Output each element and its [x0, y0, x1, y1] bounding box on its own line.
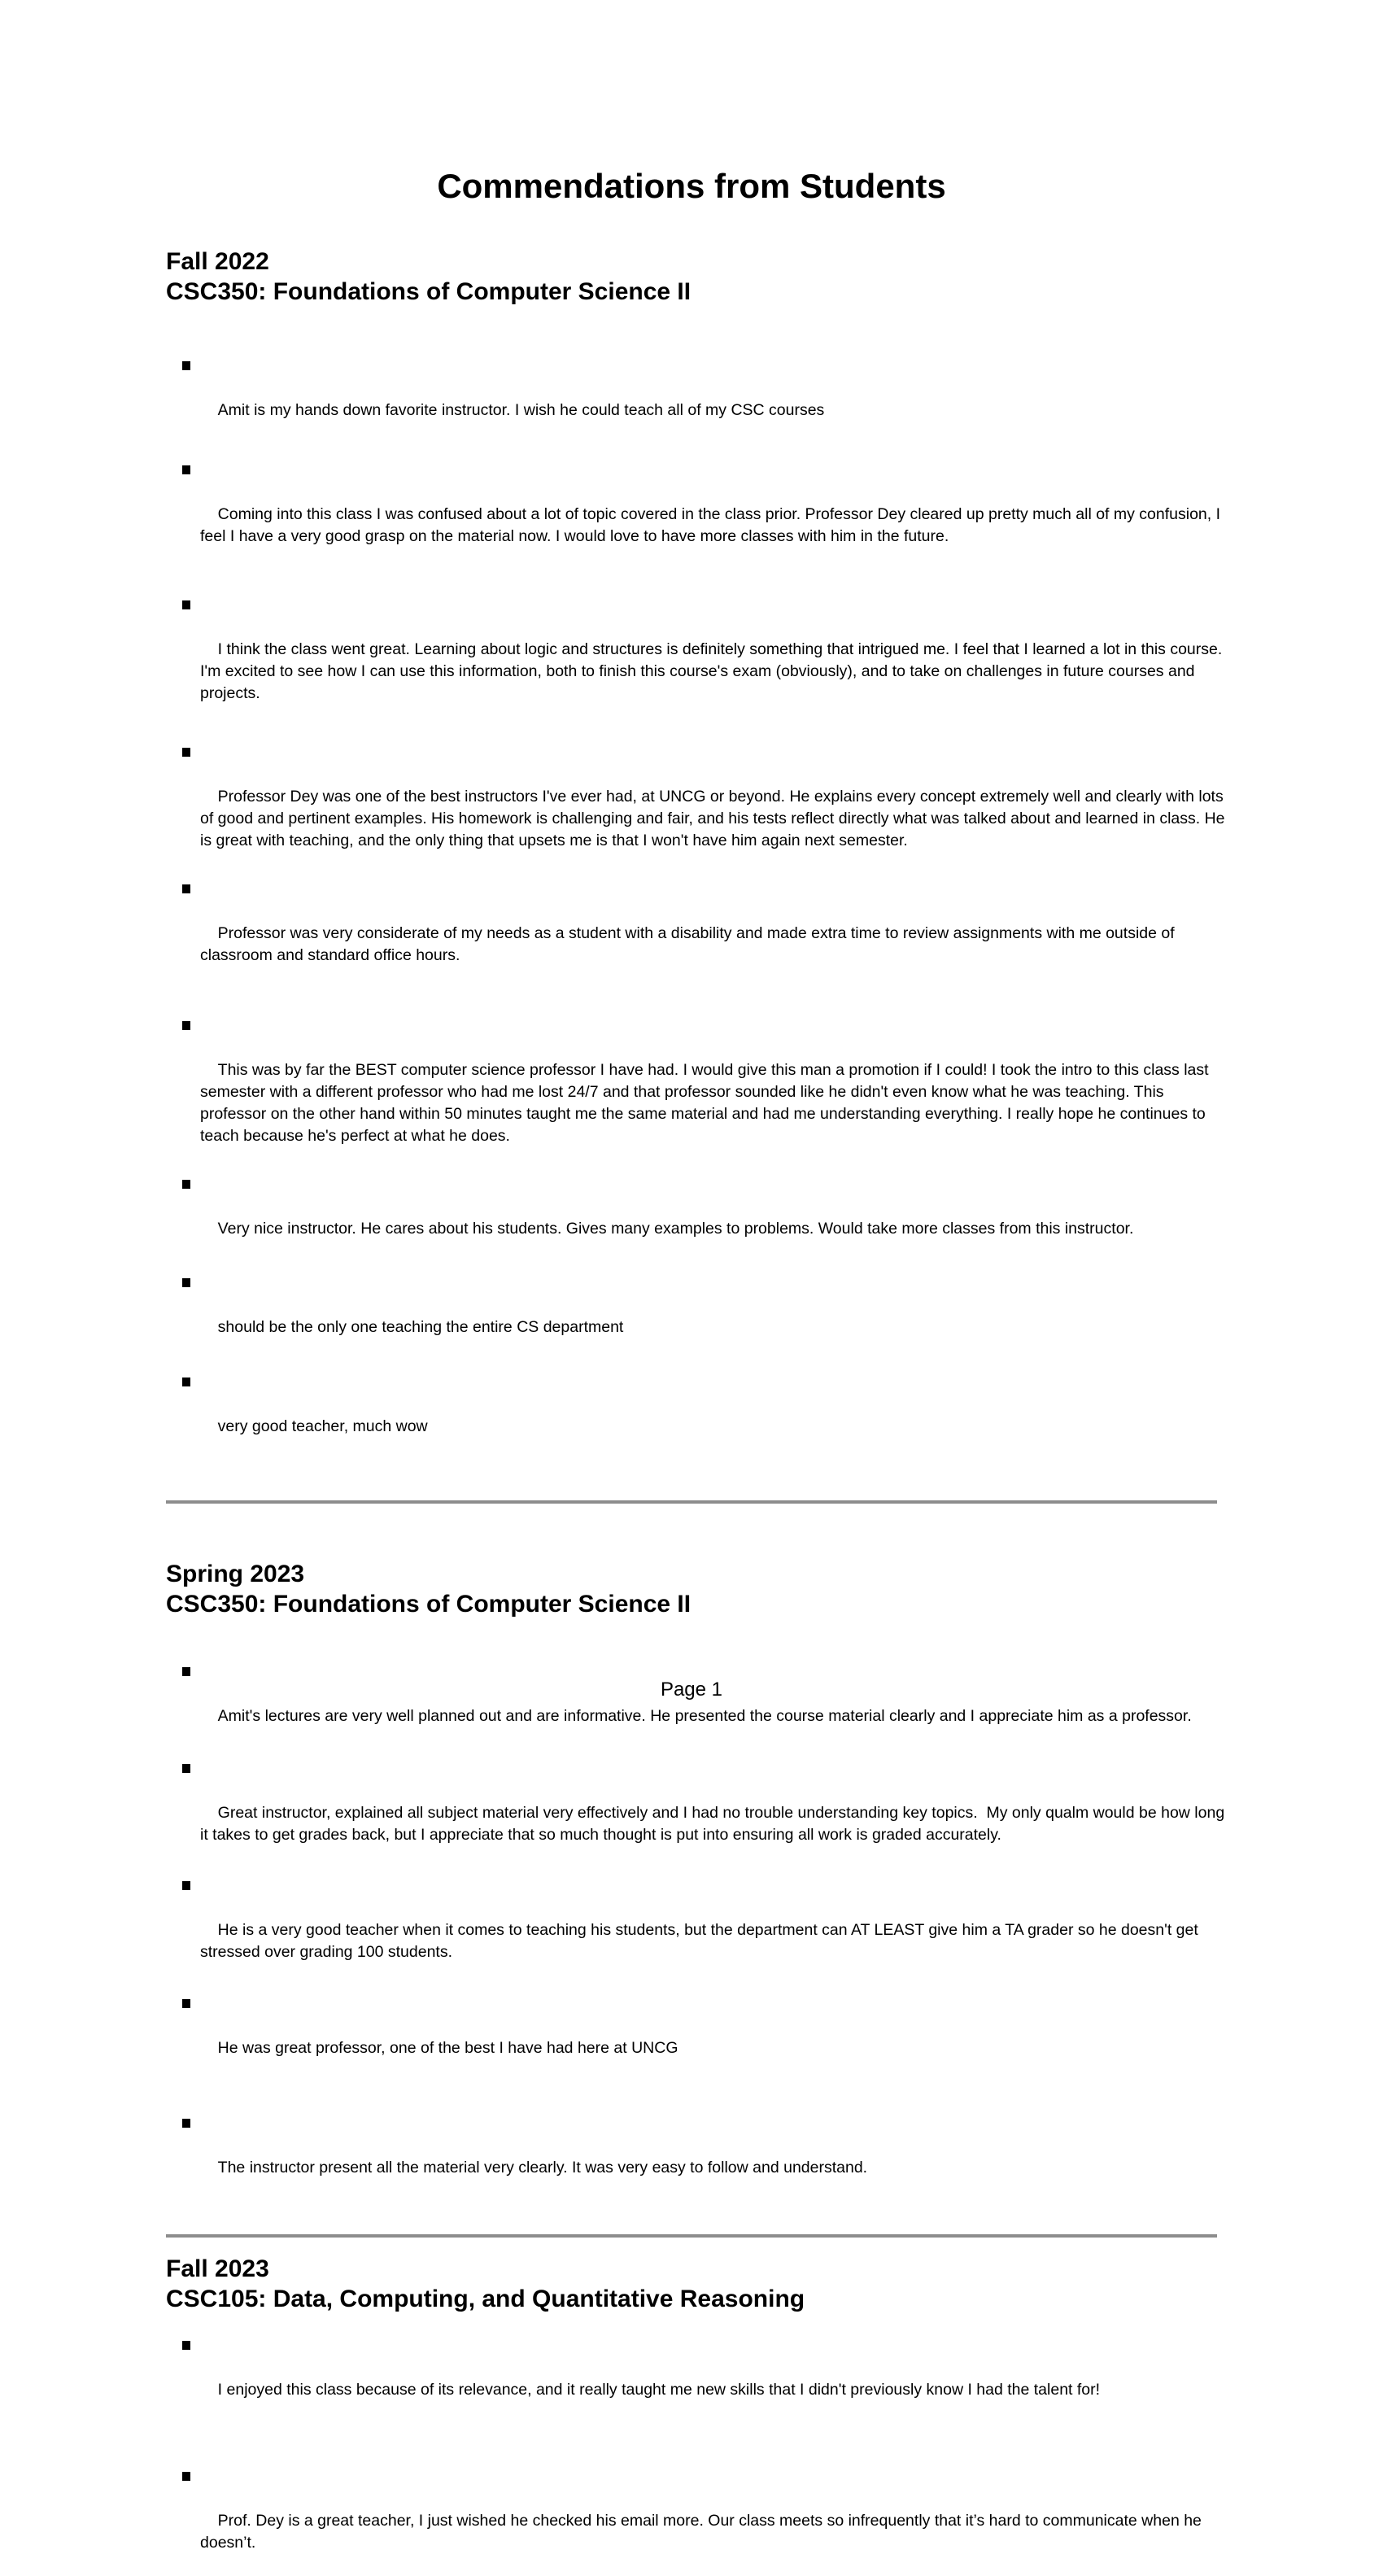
term-heading: Spring 2023 — [166, 1561, 305, 1587]
comment-text: Amit is my hands down favorite instructor. I wish he could teach all of my CSC courses — [217, 401, 825, 419]
comment-list — [166, 2335, 1230, 2576]
comment-item — [182, 460, 1230, 570]
bullet-square-icon — [182, 465, 190, 474]
bullet-square-icon — [182, 1378, 190, 1386]
bullet-square-icon — [182, 1021, 190, 1030]
bullet-square-icon — [182, 1881, 190, 1890]
term-heading: Fall 2022 — [166, 248, 269, 275]
comment-text: Great instructor, explained all subject material very effectively and I had no trouble understanding key topics. My only qualm would be how long it takes to get grades back, but I appreciate that so much thought is put into ensuring all work is graded accurately. — [200, 1804, 1229, 1844]
comment-item — [182, 595, 1230, 727]
comment-text: This was by far the BEST computer science professor I have had. I would give this man a promotion if I could! I took the intro to this class last semester with a different professor who had me lost 24/7 and that professor sounded like he didn't even know what he was teaching. This professor on the other hand within 50 minutes taught me the same material and had me understanding everything. I really hope he continues to teach because he's perfect at what he does. — [200, 1061, 1213, 1145]
comment-text: very good teacher, much wow — [217, 1417, 428, 1435]
comment-item — [182, 2335, 1230, 2423]
course-heading: CSC350: Foundations of Computer Science II — [166, 1591, 692, 1618]
comment-text: He is a very good teacher when it comes to teaching his students, but the department can AT LEAST give him a TA grader so he doesn't get stressed over grading 100 students. — [200, 1921, 1203, 1961]
section-divider — [166, 1500, 1217, 1504]
comment-item — [182, 1273, 1230, 1360]
course-section — [166, 247, 1230, 1504]
course-heading: CSC350: Foundations of Computer Science II — [166, 278, 692, 305]
bullet-square-icon — [182, 361, 190, 370]
comment-item — [182, 1758, 1230, 1868]
comment-text: Professor was very considerate of my needs as a student with a disability and made extra time to review assignments with me outside of classroom and standard office hours. — [200, 924, 1180, 964]
comment-text: Coming into this class I was confused about a lot of topic covered in the class prior. Professor Dey cleared up pretty much all of my confusion, I feel I have a very good grasp on the material now. I would love to have more classes with him in the future. — [200, 505, 1225, 545]
comment-item — [182, 1174, 1230, 1262]
comment-text: Prof. Dey is a great teacher, I just wished he checked his email more. Our class meets so infrequently that it’s hard to communicate when he doesn’t. — [200, 2512, 1206, 2552]
bullet-square-icon — [182, 1667, 190, 1676]
comment-item — [182, 1015, 1230, 1169]
comment-text: I enjoyed this class because of its relevance, and it really taught me new skills that I didn't previously know I had the talent for! — [217, 2381, 1101, 2399]
bullet-square-icon — [182, 600, 190, 609]
comment-text: The instructor present all the material very clearly. It was very easy to follow and understand. — [217, 2159, 868, 2177]
comment-item — [182, 742, 1230, 874]
sections-container — [166, 247, 1230, 2576]
bullet-square-icon — [182, 884, 190, 893]
course-heading: CSC105: Data, Computing, and Quantitative Reasoning — [166, 2286, 805, 2312]
comment-text: Very nice instructor. He cares about his students. Gives many examples to problems. Would take more classes from this instructor. — [217, 1220, 1134, 1238]
comment-list — [166, 356, 1230, 1460]
bullet-square-icon — [182, 2472, 190, 2481]
bullet-square-icon — [182, 1764, 190, 1773]
bullet-square-icon — [182, 1999, 190, 2008]
page-title: Commendations from Students — [437, 167, 946, 205]
bullet-square-icon — [182, 1278, 190, 1287]
bullet-square-icon — [182, 1180, 190, 1189]
comment-item — [182, 1372, 1230, 1460]
term-heading: Fall 2023 — [166, 2255, 269, 2282]
bullet-square-icon — [182, 748, 190, 757]
section-divider — [166, 2234, 1217, 2238]
course-section — [166, 1559, 1230, 2238]
comment-item — [182, 879, 1230, 989]
bullet-square-icon — [182, 2341, 190, 2350]
comment-text: Amit's lectures are very well planned out and are informative. He presented the course material clearly and I appreciate him as a professor. — [217, 1707, 1192, 1725]
comment-item — [182, 2113, 1230, 2201]
comment-text: He was great professor, one of the best I have had here at UNCG — [217, 2039, 678, 2057]
comment-text: Professor Dey was one of the best instructors I've ever had, at UNCG or beyond. He explains every concept extremely well and clearly with lots of good and pertinent examples. His homework is challenging and fair, and his tests reflect directly what was talked about and learned in class. He is great with teaching, and the only thing that upsets me is that I won't have him again next semester. — [200, 788, 1229, 849]
comment-item — [182, 356, 1230, 443]
course-section — [166, 2254, 1230, 2576]
comment-item — [182, 1993, 1230, 2081]
bullet-square-icon — [182, 2119, 190, 2128]
comment-text: I think the class went great. Learning about logic and structures is definitely something that intrigued me. I feel that I learned a lot in this course. I'm excited to see how I can use this information, both to finish this course's exam (obviously), and to take on challenges in future courses and projects. — [200, 640, 1227, 702]
comment-list — [166, 1661, 1230, 2201]
comment-item — [182, 2466, 1230, 2576]
comment-item — [182, 1661, 1230, 1749]
comment-text: should be the only one teaching the entire CS department — [217, 1318, 624, 1336]
comment-item — [182, 1875, 1230, 1985]
page-number: Page 1 — [660, 1679, 723, 1701]
